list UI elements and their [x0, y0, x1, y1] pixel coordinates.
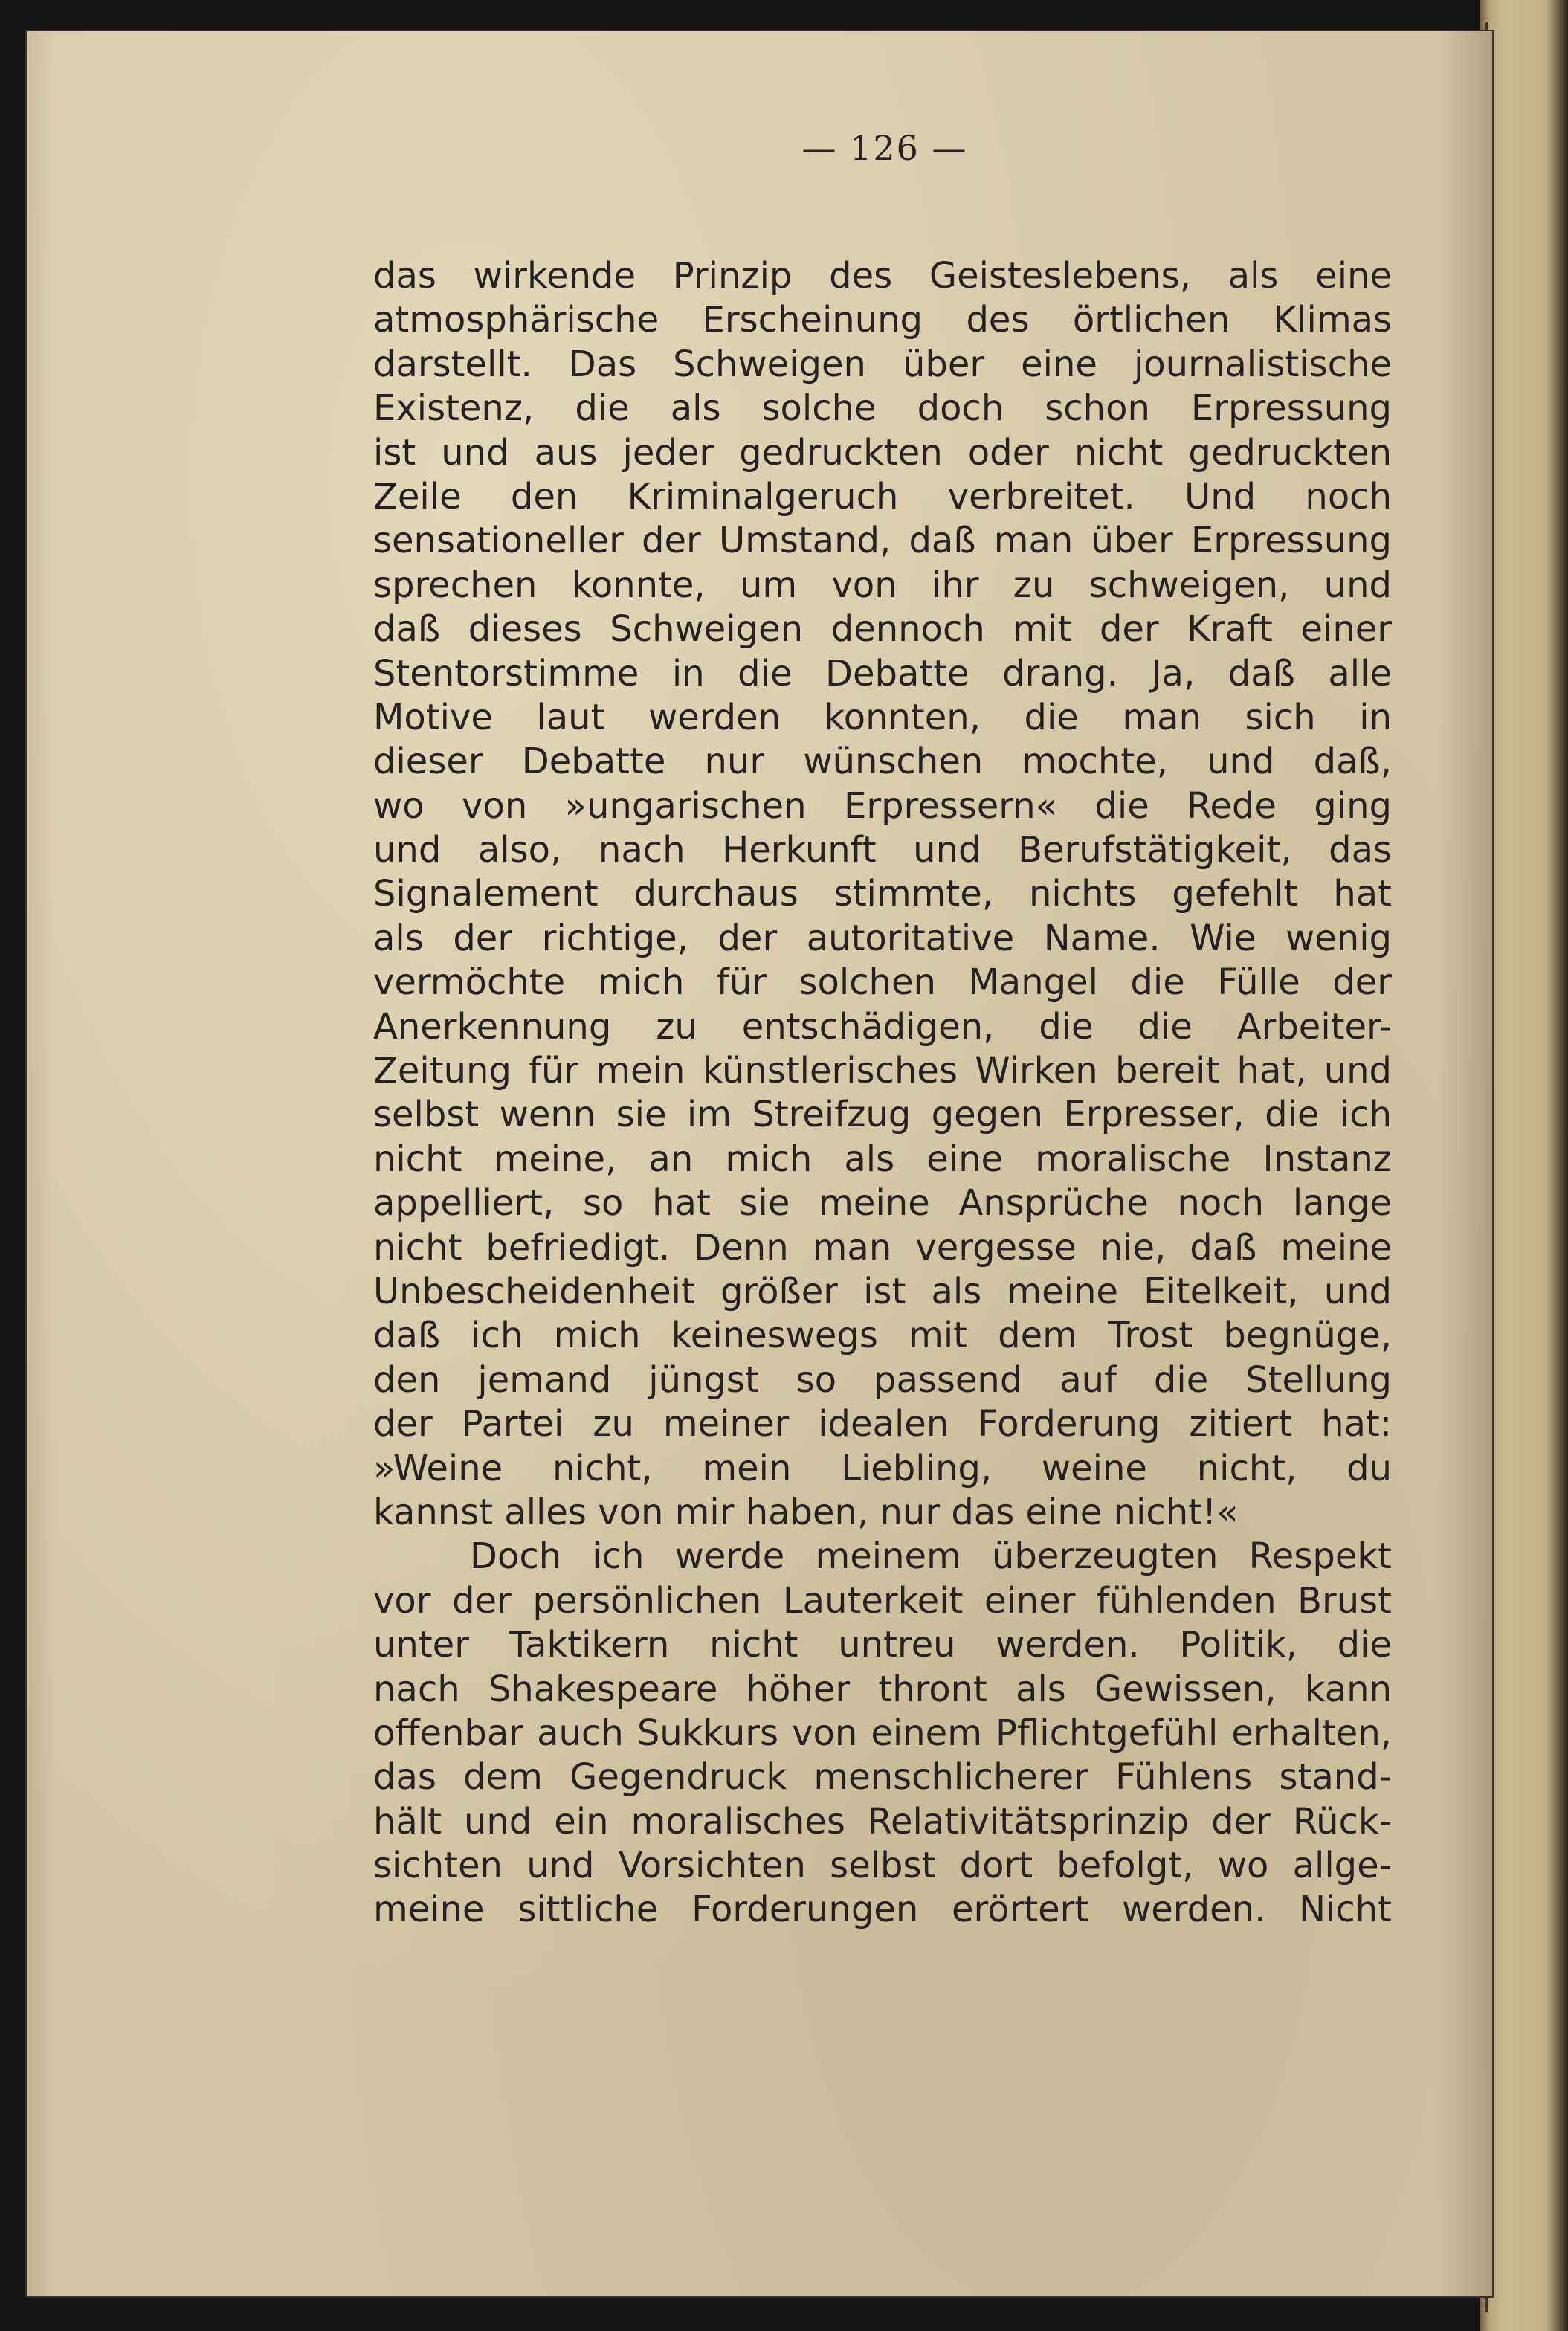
- text-line: unter Taktikern nicht untreu werden. Politik, die: [373, 1624, 1392, 1666]
- text-line: appelliert, so hat sie meine Ansprüche noch lange: [373, 1182, 1392, 1225]
- text-line: sensationeller der Umstand, daß man über Erpressung: [373, 520, 1392, 562]
- text-line: der Partei zu meiner idealen Forderung zitiert hat:: [373, 1403, 1392, 1445]
- text-line: vor der persönlichen Lauterkeit einer fühlenden Brust: [373, 1579, 1392, 1622]
- text-line: und also, nach Herkunft und Berufstätigkeit, das: [373, 829, 1392, 871]
- text-line: sichten und Vorsichten selbst dort befolgt, wo allge-: [373, 1845, 1392, 1887]
- text-line: Stentorstimme in die Debatte drang. Ja, daß alle: [373, 652, 1392, 694]
- text-line: vermöchte mich für solchen Mangel die Fülle der: [373, 961, 1392, 1004]
- text-line: wo von »ungarischen Erpressern« die Rede ging: [373, 784, 1392, 827]
- text-line: »Weine nicht, mein Liebling, weine nicht, du: [373, 1447, 1392, 1489]
- text-line: sprechen konnte, um von ihr zu schweigen, und: [373, 564, 1392, 606]
- text-line: daß dieses Schweigen dennoch mit der Kraft einer: [373, 608, 1392, 651]
- paragraph-first-line: Doch ich werde meinem überzeugten Respekt: [470, 1535, 1392, 1578]
- text-line: meine sittliche Forderungen erörtert werden. Nicht: [373, 1889, 1392, 1931]
- text-line: Anerkennung zu entschädigen, die die Arbeiter-: [373, 1005, 1392, 1048]
- body-text: [373, 254, 1392, 1932]
- text-line: Existenz, die als solche doch schon Erpressung: [373, 387, 1392, 430]
- text-line: Zeitung für mein künstlerisches Wirken bereit hat, und: [373, 1050, 1392, 1092]
- text-line: hält und ein moralisches Relativitätsprinzip der Rück-: [373, 1800, 1392, 1842]
- text-line: daß ich mich keineswegs mit dem Trost begnüge,: [373, 1315, 1392, 1357]
- text-line: selbst wenn sie im Streifzug gegen Erpresser, die ich: [373, 1094, 1392, 1136]
- text-line: atmosphärische Erscheinung des örtlichen Klimas: [373, 299, 1392, 341]
- text-line: als der richtige, der autoritative Name. Wie wenig: [373, 917, 1392, 959]
- text-line: Zeile den Kriminalgeruch verbreitet. Und noch: [373, 475, 1392, 518]
- page-number: — 126 —: [801, 128, 968, 168]
- text-line: den jemand jüngst so passend auf die Stellung: [373, 1358, 1392, 1401]
- text-line: Unbescheidenheit größer ist als meine Eitelkeit, und: [373, 1270, 1392, 1312]
- text-line: nicht befriedigt. Denn man vergesse nie, daß meine: [373, 1226, 1392, 1268]
- text-line: nach Shakespeare höher thront als Gewissen, kann: [373, 1668, 1392, 1710]
- text-line: offenbar auch Sukkurs von einem Pflichtgefühl erhalten,: [373, 1712, 1392, 1754]
- text-line: das dem Gegendruck menschlicherer Fühlens stand-: [373, 1756, 1392, 1799]
- text-line: das wirkende Prinzip des Geisteslebens, als eine: [373, 255, 1392, 297]
- text-line: ist und aus jeder gedruckten oder nicht gedruckten: [373, 431, 1392, 474]
- text-line: dieser Debatte nur wünschen mochte, und daß,: [373, 741, 1392, 783]
- text-line: nicht meine, an mich als eine moralische Instanz: [373, 1138, 1392, 1180]
- text-line: kannst alles von mir haben, nur das eine nicht!«: [373, 1491, 1239, 1533]
- text-line: Signalement durchaus stimmte, nichts gefehlt hat: [373, 873, 1392, 915]
- text-line: darstellt. Das Schweigen über eine journalistische: [373, 343, 1392, 385]
- text-line: Motive laut werden konnten, die man sich in: [373, 696, 1392, 738]
